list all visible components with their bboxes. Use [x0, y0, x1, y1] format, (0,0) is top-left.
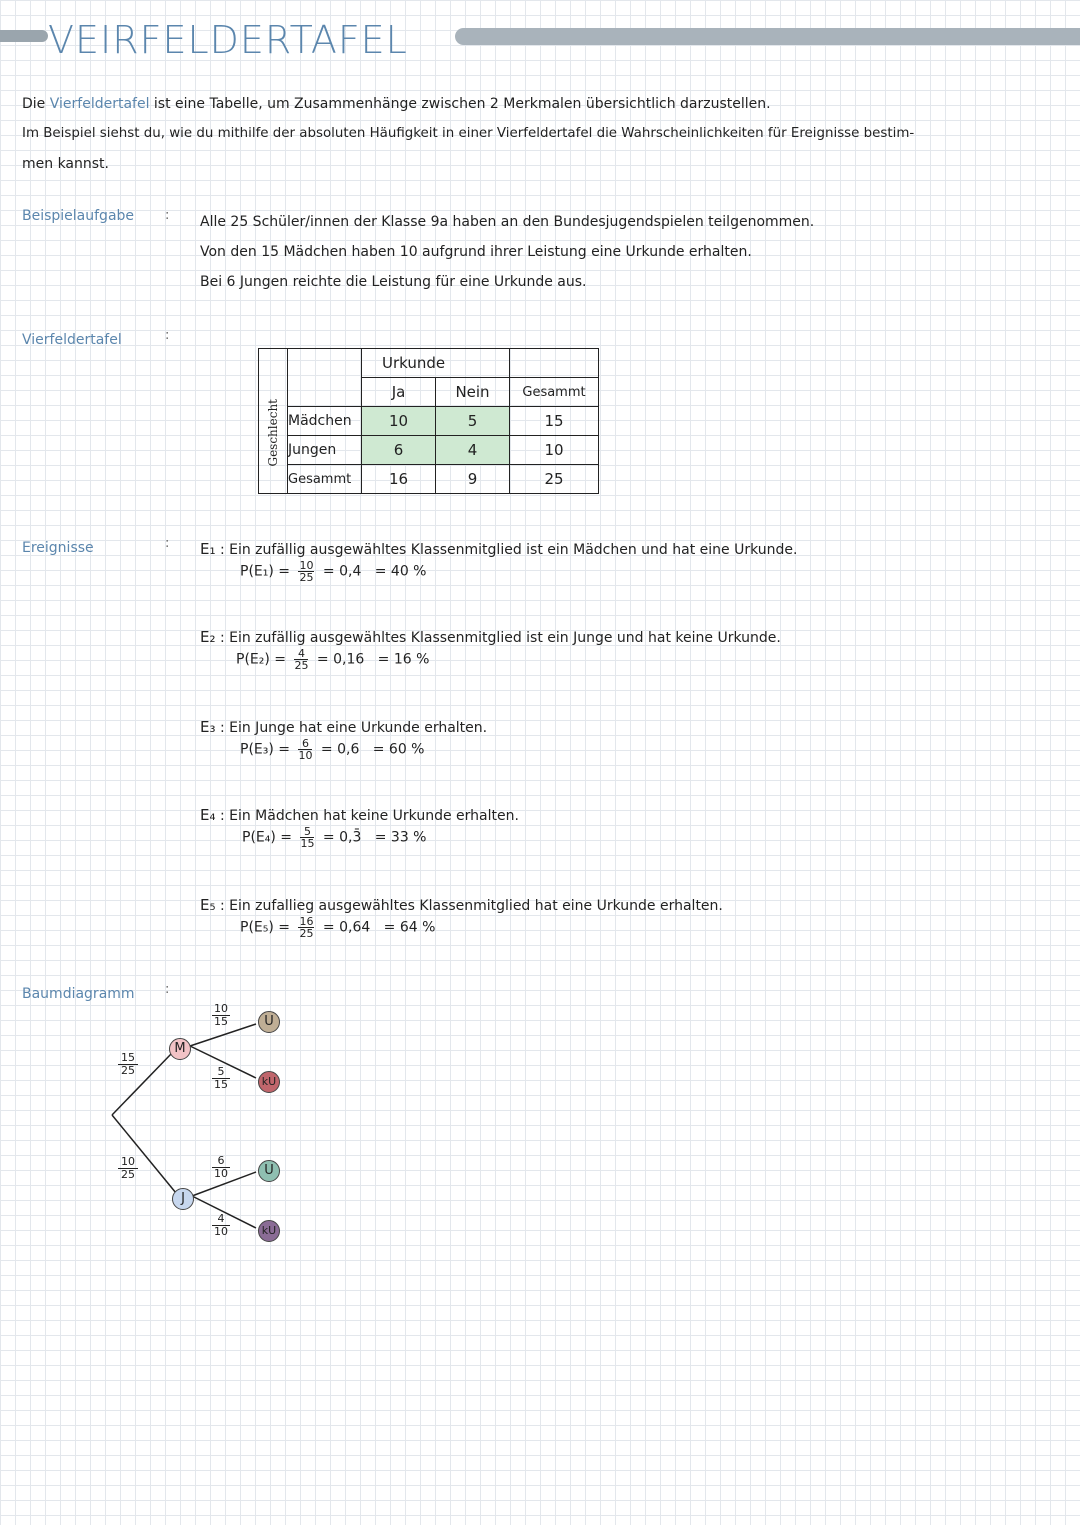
event-id: E₃: [200, 718, 216, 736]
intro-line-2: Im Beispiel siehst du, wie du mithilfe der absoluten Häufigkeit in einer Vierfeldertafel die Wahrscheinlichkeiten für Ereignisse bestim-: [22, 126, 915, 141]
col-group-header: Urkunde: [362, 349, 510, 378]
event-p-label: P(E₄) =: [242, 829, 293, 846]
tree-leaf-ku-girls: kU: [258, 1071, 280, 1093]
colon: :: [165, 328, 170, 343]
page-title: VEIRFELDERTAFEL: [48, 18, 408, 62]
tree-prob-m-u: 10 15: [214, 1002, 228, 1028]
event-p-label: P(E₂) =: [236, 651, 287, 668]
cell-total-yes: 16: [362, 465, 436, 494]
event-text: Ein Mädchen hat keine Urkunde erhalten.: [229, 808, 519, 824]
tree-prob-j-ku: 4 10: [214, 1212, 228, 1238]
event-fraction: $\frac{10}{25}$: [299, 559, 314, 584]
row-label-girls: Mädchen: [288, 407, 362, 436]
tree-prob-j: 10 25: [118, 1156, 138, 1181]
example-line-1: Alle 25 Schüler/innen der Klasse 9a haben an den Bundesjugendspielen teilgenommen.: [200, 214, 815, 230]
event-fraction: $\frac{4}{25}$: [294, 647, 309, 672]
event-3: E₃ : Ein Junge hat eine Urkunde erhalten. P(E₃) = $\frac{6}{10}$ = 0,6 = 60 %: [200, 718, 488, 762]
event-5: E₅ : Ein zufallieg ausgewähltes Klassenmitglied hat eine Urkunde erhalten. P(E₅) = $\frac{16}{25}$ = 0,64 = 64 %: [200, 896, 723, 940]
event-id: E₅: [200, 896, 216, 914]
cell-total-total: 25: [510, 465, 599, 494]
event-decimal: = 0,4: [322, 563, 362, 580]
tree-prob-m-ku: 5 15: [214, 1065, 228, 1091]
event-decimal: = 0,64: [322, 919, 371, 936]
event-fraction: $\frac{5}{15}$: [300, 825, 315, 850]
event-fraction: $\frac{16}{25}$: [299, 915, 314, 940]
event-p-label: P(E₅) =: [240, 919, 291, 936]
example-line-2: Von den 15 Mädchen haben 10 aufgrund ihrer Leistung eine Urkunde erhalten.: [200, 244, 752, 260]
example-line-3: Bei 6 Jungen reichte die Leistung für eine Urkunde aus.: [200, 274, 587, 290]
row-label-total: Gesammt: [288, 465, 362, 494]
event-decimal: = 0,16: [316, 651, 365, 668]
tree-node-m: M: [169, 1038, 191, 1060]
event-text: Ein zufällig ausgewähltes Klassenmitglied ist ein Junge und hat keine Urkunde.: [229, 630, 781, 646]
tree-prob-m: 15 25: [118, 1052, 138, 1077]
tree-prob-j-u: 6 10: [214, 1154, 228, 1180]
cell-boys-no: 4: [436, 436, 510, 465]
intro-term: Vierfeldertafel: [49, 96, 150, 112]
colon: :: [165, 208, 170, 223]
section-label-table: Vierfeldertafel: [22, 332, 122, 348]
tree-node-j: J: [172, 1188, 194, 1210]
colon: :: [165, 982, 170, 997]
event-text: Ein Junge hat eine Urkunde erhalten.: [229, 720, 488, 736]
event-1: E₁ : Ein zufällig ausgewähltes Klassenmitglied ist ein Mädchen und hat eine Urkunde. P(E₁) = $\frac{10}{25}$ = 0,4 = 40 %: [200, 540, 798, 584]
section-label-tree: Baumdiagramm: [22, 986, 135, 1002]
cell-girls-total: 15: [510, 407, 599, 436]
event-percent: = 60 %: [372, 741, 425, 758]
branch-root-j: [112, 1115, 176, 1193]
event-percent: = 40 %: [374, 563, 427, 580]
cell-boys-yes: 6: [362, 436, 436, 465]
event-percent: = 33 %: [374, 829, 427, 846]
event-fraction: $\frac{6}{10}$: [298, 737, 313, 762]
tree-leaf-u-boys: U: [258, 1160, 280, 1182]
event-2: E₂ : Ein zufällig ausgewähltes Klassenmitglied ist ein Junge und hat keine Urkunde. P(E₂) = $\frac{4}{25}$ = 0,16 = 16 %: [200, 628, 781, 672]
event-id: E₄: [200, 806, 216, 824]
section-label-example: Beispielaufgabe: [22, 208, 135, 224]
col-header-yes: Ja: [362, 378, 436, 407]
event-text: Ein zufallieg ausgewähltes Klassenmitglied hat eine Urkunde erhalten.: [229, 898, 723, 914]
event-id: E₁: [200, 540, 216, 558]
cell-total-no: 9: [436, 465, 510, 494]
col-header-no: Nein: [436, 378, 510, 407]
colon: :: [165, 536, 170, 551]
intro-prefix: Die: [22, 96, 46, 112]
intro-rest: ist eine Tabelle, um Zusammenhänge zwischen 2 Merkmalen übersichtlich darzustellen.: [153, 96, 771, 112]
col-header-total: Gesammt: [510, 378, 599, 407]
tree-leaf-ku-boys: kU: [258, 1220, 280, 1242]
cell-girls-no: 5: [436, 407, 510, 436]
event-p-label: P(E₃) =: [240, 741, 291, 758]
row-group-label: Geschlecht: [266, 399, 280, 467]
event-percent: = 64 %: [383, 919, 436, 936]
event-text: Ein zufällig ausgewähltes Klassenmitglied ist ein Mädchen und hat eine Urkunde.: [229, 542, 798, 558]
event-id: E₂: [200, 628, 216, 646]
intro-line-3: men kannst.: [22, 156, 109, 172]
section-label-events: Ereignisse: [22, 540, 94, 556]
event-p-label: P(E₁) =: [240, 563, 291, 580]
event-percent: = 16 %: [377, 651, 430, 668]
event-decimal: = 0,6: [320, 741, 360, 758]
cell-girls-yes: 10: [362, 407, 436, 436]
event-decimal: = 0,3̄: [322, 829, 362, 846]
row-label-boys: Jungen: [288, 436, 362, 465]
tree-leaf-u-girls: U: [258, 1011, 280, 1033]
cell-boys-total: 10: [510, 436, 599, 465]
event-4: E₄ : Ein Mädchen hat keine Urkunde erhalten. P(E₄) = $\frac{5}{15}$ = 0,3̄ = 33 %: [200, 806, 519, 850]
